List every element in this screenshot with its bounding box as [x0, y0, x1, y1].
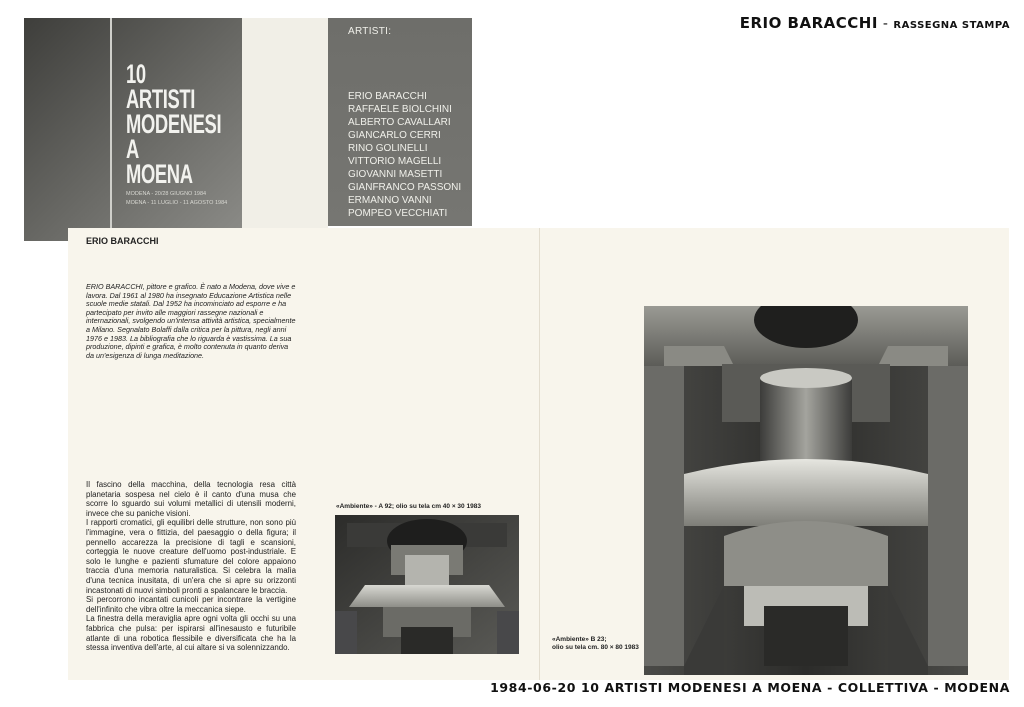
essay-paragraph: Si percorrono incantati cunicoli per incontrare la vertigine dell'infinito che vibra oltre la meccanica siepe.	[86, 595, 296, 614]
artist-name: ERMANNO VANNI	[348, 195, 432, 206]
painting-caption-large	[552, 636, 639, 652]
cover-title-line: MODENESI	[126, 109, 222, 139]
caption-large-line: «Ambiente» B 23;	[552, 636, 607, 643]
cover-white-panel	[242, 18, 328, 241]
artist-name: RAFFAELE BIOLCHINI	[348, 104, 452, 115]
artist-name: VITTORIO MAGELLI	[348, 156, 442, 167]
artist-name: GIANFRANCO PASSONI	[348, 182, 462, 193]
essay-text	[86, 480, 296, 653]
painting-small	[335, 515, 519, 654]
artists-heading: ARTISTI:	[348, 26, 392, 37]
cover-title-line: A MOENA	[126, 134, 193, 189]
artist-name: ERIO BARACCHI	[348, 91, 427, 102]
caption-large-line: olio su tela cm. 80 × 80 1983	[552, 644, 639, 651]
artist-name: GIOVANNI MASETTI	[348, 169, 443, 180]
artist-name: ALBERTO CAVALLARI	[348, 117, 451, 128]
artist-bio: ERIO BARACCHI, pittore e grafico. È nato a Modena, dove vive e lavora. Dal 1961 al 1980 ha insegnato Educazione Artistica nelle scuole medie statali. Dal 1952 ha incominciato ad esporre e ha partecipato per invito alle maggiori rassegne nazionali e internazionali, svolgendo un'intensa attività artistica, specialmente a Milano. Segnalato Bolaffi dalla critica per la pittura, negli anni 1976 e 1983. La bibliografia che lo riguarda è vastissima. La sua produzione, dipinti e grafica, è molto contenuta in quanto deriva da un'esigenza di lunga meditazione.	[86, 282, 296, 360]
essay-paragraph: Il fascino della macchina, della tecnologia resa città planetaria sospesa nel cielo è il canto d'una musa che scorre lo sguardo sui volumi metallici di utensili moderni, invece che su paniche visioni.	[86, 480, 296, 518]
cover-date-line: MODENA - 20/28 GIUGNO 1984	[126, 191, 207, 197]
artist-name: POMPEO VECCHIATI	[348, 208, 448, 219]
artists-list	[348, 90, 461, 220]
footer-caption: 1984-06-20 10 ARTISTI MODENESI A MOENA - COLLETTIVA - MODENA	[490, 680, 1010, 695]
spread-fold	[539, 228, 540, 680]
cover-title	[126, 59, 222, 189]
painting-large	[644, 306, 968, 675]
cover-title-line: 10 ARTISTI	[126, 59, 196, 114]
painting-caption-small: «Ambiente» - A 92; olio su tela cm 40 × 30 1983	[336, 503, 481, 510]
header-name: ERIO BARACCHI	[739, 14, 878, 32]
header-separator: -	[877, 16, 894, 32]
cover-date-line: MOENA - 11 LUGLIO - 11 AGOSTO 1984	[126, 200, 228, 206]
essay-paragraph: I rapporti cromatici, gli equilibri delle strutture, non sono più l'immagine, vera o fittizia, del paesaggio o della figura; il pennello accarezza la precisione di tagli e scansioni, corteggia le nuove creature dell'uomo post-industriale. E solo le lunghe e pazienti sfumature del colore appaiono traccia d'una memoria naturalistica. Si celebra la malìa d'una tecnica inusitata, di un'era che si apre su orizzonti incastonati di nuovi simboli pronti a spalancare le braccia.	[86, 518, 296, 595]
cover-divider	[110, 18, 112, 241]
essay-paragraph: La finestra della meraviglia apre ogni volta gli occhi su una fabbrica che pulsa: per ispirarsi all'inesausto e futuribile atlante di una robotica flessibile e diversificata che ha la stessa inventiva dell'arte, al cui altare si va solennizzando.	[86, 614, 296, 653]
artist-name: GIANCARLO CERRI	[348, 130, 441, 141]
header-title	[740, 14, 1010, 32]
artist-name: RINO GOLINELLI	[348, 143, 428, 154]
cover-dates	[126, 190, 227, 208]
artists-panel	[328, 18, 472, 226]
header-subtitle: RASSEGNA STAMPA	[893, 20, 1010, 31]
page-heading: ERIO BARACCHI	[86, 236, 159, 246]
